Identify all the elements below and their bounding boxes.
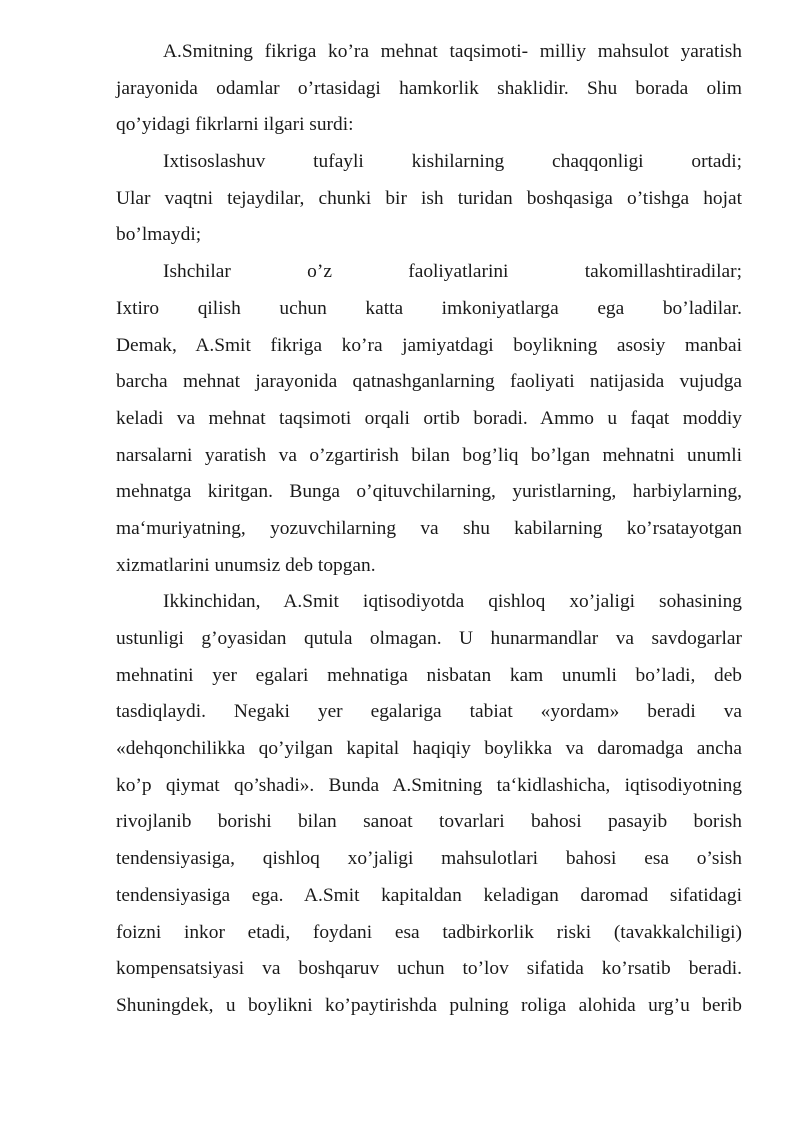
- text-line: rivojlanib borishi bilan sanoat tovarlari bahosi pasayib borish: [116, 811, 742, 833]
- document-page: [116, 34, 742, 1025]
- text-line: kompensatsiyasi va boshqaruv uchun to’lov sifatida ko’rsatib beradi.: [116, 958, 742, 980]
- text-line: tendensiyasiga, qishloq xo’jaligi mahsulotlari bahosi esa o’sish: [116, 848, 742, 870]
- text-line: xizmatlarini unumsiz deb topgan.: [116, 554, 376, 576]
- text-line: barcha mehnat jarayonida qatnashganlarning faoliyati natijasida vujudga: [116, 371, 742, 393]
- text-line: Ular vaqtni tejaydilar, chunki bir ish turidan boshqasiga o’tishga hojat: [116, 187, 742, 209]
- text-line: keladi va mehnat taqsimoti orqali ortib boradi. Ammo u faqat moddiy: [116, 407, 742, 429]
- text-line: «dehqonchilikka qo’yilgan kapital haqiqiy boylikka va daromadga ancha: [116, 738, 742, 760]
- text-line: qo’yidagi fikrlarni ilgari surdi:: [116, 114, 354, 136]
- text-line: ko’p qiymat qo’shadi». Bunda A.Smitning ta‘kidlashicha, iqtisodiyotning: [116, 774, 742, 796]
- text-line: Ixtisoslashuv tufayli kishilarning chaqqonligi ortadi;: [163, 151, 742, 173]
- text-line: bo’lmaydi;: [116, 224, 202, 246]
- text-line: ustunligi g’oyasidan qutula olmagan. U hunarmandlar va savdogarlar: [116, 628, 742, 649]
- text-line: tasdiqlaydi. Negaki yer egalariga tabiat «yordam» beradi va: [116, 701, 742, 723]
- text-line: mehnatini yer egalari mehnatiga nisbatan kam unumli bo’ladi, deb: [116, 664, 742, 686]
- text-line: Shuningdek, u boylikni ko’paytirishda pulning roliga alohida urg’u berib: [116, 994, 742, 1016]
- text-line: A.Smitning fikriga ko’ra mehnat taqsimoti- milliy mahsulot yaratish: [163, 41, 742, 62]
- text-line: narsalarni yaratish va o’zgartirish bilan bog’liq bo’lgan mehnatni unumli: [116, 444, 742, 466]
- text-line: jarayonida odamlar o’rtasidagi hamkorlik shaklidir. Shu borada olim: [116, 77, 742, 99]
- text-line: foizni inkor etadi, foydani esa tadbirkorlik riski (tavakkalchiligi): [116, 921, 742, 943]
- text-line: Ixtiro qilish uchun katta imkoniyatlarga ega bo’ladilar.: [116, 297, 742, 319]
- text-line: ma‘muriyatning, yozuvchilarning va shu kabilarning ko’rsatayotgan: [116, 517, 742, 539]
- text-line: Ishchilar o’z faoliyatlarini takomillashtiradilar;: [163, 261, 742, 283]
- text-line: Ikkinchidan, A.Smit iqtisodiyotda qishloq xo’jaligi sohasining: [163, 591, 742, 613]
- text-line: mehnatga kiritgan. Bunga o’qituvchilarning, yuristlarning, harbiylarning,: [116, 481, 742, 503]
- text-line: tendensiyasiga ega. A.Smit kapitaldan keladigan daromad sifatidagi: [116, 884, 742, 906]
- text-line: Demak, A.Smit fikriga ko’ra jamiyatdagi boylikning asosiy manbai: [116, 334, 742, 356]
